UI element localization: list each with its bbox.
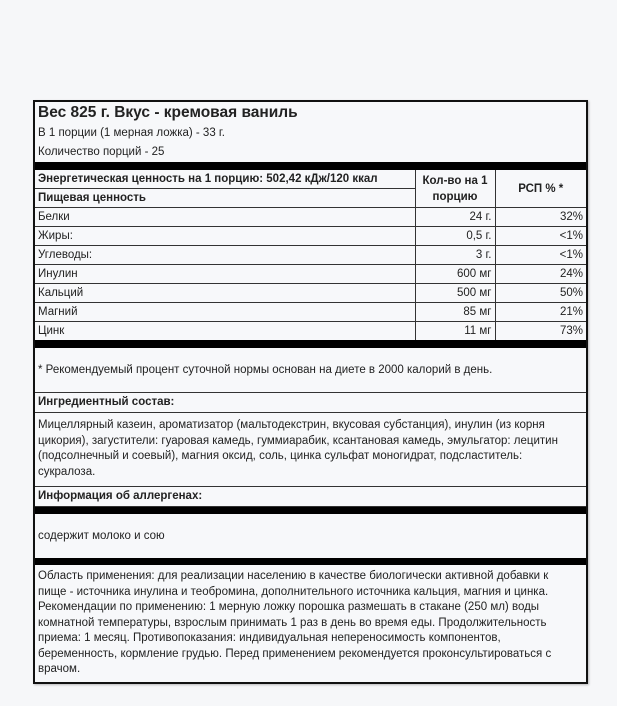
nutrient-rdi: 32% [495,208,586,227]
nutrient-rdi: <1% [495,246,586,265]
product-title: Вес 825 г. Вкус - кремовая ваниль [38,104,298,121]
usage-text: Область применения: для реализации населению в качестве биологически активной добавки к пище - источника инулина и теобромина, дополнительного источника кальция, магния и цинка. Рекомендации по применению: 1 мерную ложку порошка размешать в стакане (250 мл) воды комнатной температуры, взрослым принимать 1 раз в день во время еды. Продолжительность приема: 1 месяц. Противопоказания: индивидуальная непереносимость компонентов, беременность, кормление грудью. Перед применением рекомендуется проконсультироваться с врачом. [38,570,552,675]
nutrition-label [33,100,588,684]
ingredients-text: Мицеллярный казеин, ароматизатор (мальтодекстрин, вкусовая субстанция), инулин (из корня цикория), загустители: гуаровая камедь, гуммиарабик, ксантановая камедь, эмульгатор: лецитин (подсолнечный и соевый), магния оксид, соль, цинка сульфат моногидрат, подсластитель: сукралоза. [35,413,586,487]
table-row [35,208,586,227]
divider-bar [35,507,586,514]
energy-row [35,170,586,189]
nutrient-rdi: 50% [495,284,586,303]
nutrient-name: Кальций [35,284,415,303]
ingredients-heading: Ингредиентный состав: [35,393,586,413]
nutrient-name: Белки [35,208,415,227]
nutrient-rdi: <1% [495,227,586,246]
nutrient-name: Магний [35,303,415,322]
nutrient-amount: 0,5 г. [415,227,495,246]
nutrient-rdi: 73% [495,322,586,341]
column-header-rdi: РСП % * [495,170,586,208]
nutrient-name: Инулин [35,265,415,284]
nutrient-amount: 24 г. [415,208,495,227]
nutrient-name: Углеводы: [35,246,415,265]
table-row [35,322,586,341]
nutrient-amount: 11 мг [415,322,495,341]
table-row [35,303,586,322]
nutrient-rdi: 21% [495,303,586,322]
nutrient-rdi: 24% [495,265,586,284]
table-row [35,227,586,246]
divider-bar [35,162,586,170]
nutrient-name: Цинк [35,322,415,341]
table-row [35,265,586,284]
allergens-text: содержит молоко и сою [38,530,165,542]
nutrition-section-label: Пищевая ценность [35,189,415,208]
nutrient-amount: 600 мг [415,265,495,284]
nutrient-amount: 85 мг [415,303,495,322]
column-header-amount: Кол-во на 1 порцию [415,170,495,208]
energy-value: Энергетическая ценность на 1 порцию: 502,42 кДж/120 ккал [35,170,415,189]
allergens-heading: Информация об аллергенах: [35,487,586,507]
divider-bar [35,558,586,565]
divider-bar [35,340,586,348]
table-row [35,284,586,303]
nutrient-name: Жиры: [35,227,415,246]
table-row [35,246,586,265]
serving-size: В 1 порции (1 мерная ложка) - 33 г. [38,127,225,139]
rdi-footnote: * Рекомендуемый процент суточной нормы основан на диете в 2000 калорий в день. [35,348,586,393]
nutrient-amount: 3 г. [415,246,495,265]
nutrient-amount: 500 мг [415,284,495,303]
servings-count: Количество порций - 25 [38,146,165,158]
nutrition-table [35,170,586,340]
